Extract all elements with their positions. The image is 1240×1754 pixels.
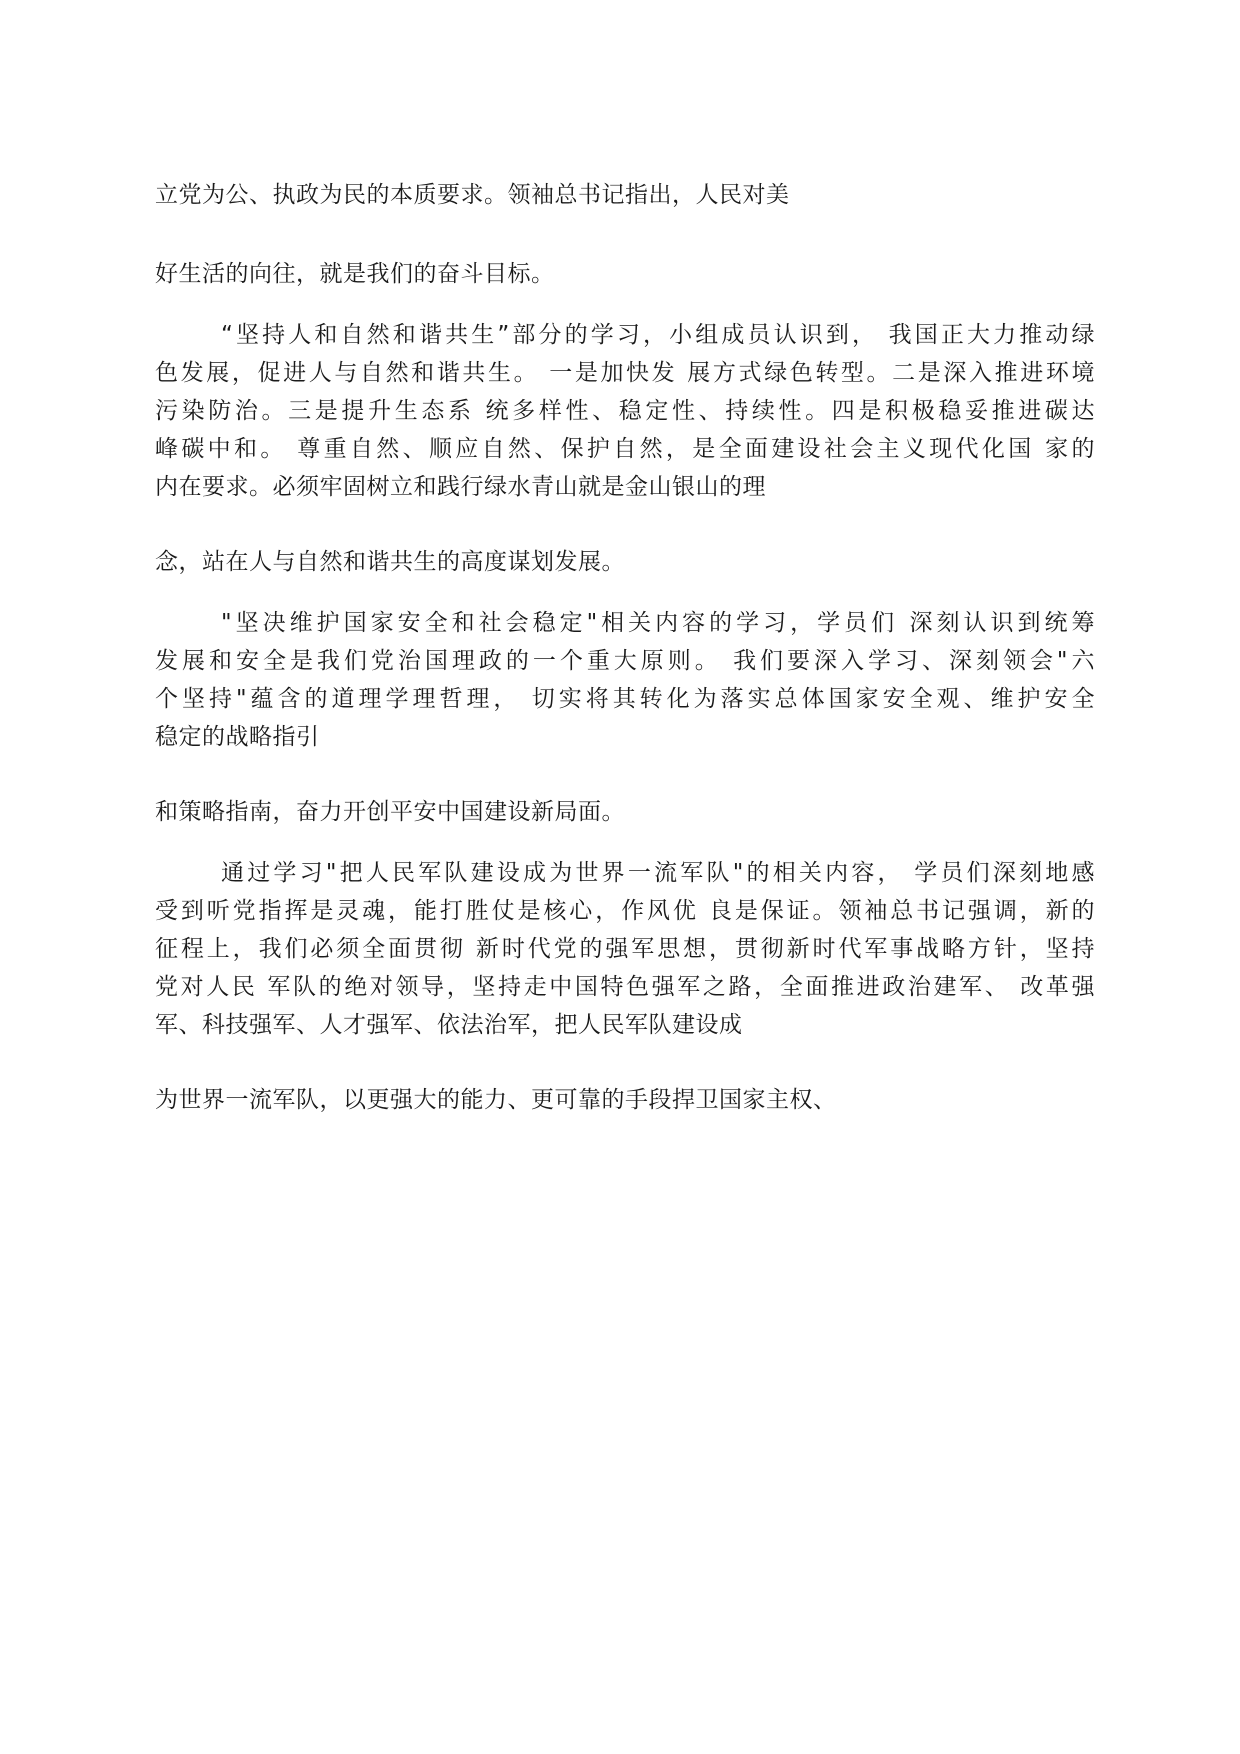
text-line: 内在要求。必须牢固树立和践行绿水青山就是金山银山的理 (155, 474, 766, 500)
paragraph-start-line: "坚决维护国家安全和社会稳定"相关内容的学习，学员们 深刻认识到统筹 (221, 610, 1095, 636)
text-line: 党对人民 军队的绝对领导，坚持走中国特色强军之路，全面推进政治建军、 改革强 (155, 974, 1095, 1000)
text-line: 个坚持"蕴含的道理学理哲理， 切实将其转化为落实总体国家安全观、维护安全 (155, 686, 1095, 712)
text-line: 峰碳中和。 尊重自然、顺应自然、保护自然，是全面建设社会主义现代化国 家的 (155, 436, 1095, 462)
text-line: 为世界一流军队，以更强大的能力、更可靠的手段捍卫国家主权、 (155, 1087, 837, 1113)
text-line: 色发展，促进人与自然和谐共生。 一是加快发 展方式绿色转型。二是深入推进环境 (155, 360, 1095, 386)
text-line: 污染防治。三是提升生态系 统多样性、稳定性、持续性。四是积极稳妥推进碳达 (155, 398, 1095, 424)
text-line: 军、科技强军、人才强军、依法治军，把人民军队建设成 (155, 1012, 743, 1038)
text-line: 和策略指南，奋力开创平安中国建设新局面。 (155, 799, 625, 825)
text-line: 征程上，我们必须全面贯彻 新时代党的强军思想，贯彻新时代军事战略方针，坚持 (155, 936, 1095, 962)
paragraph-start-line: 通过学习"把人民军队建设成为世界一流军队"的相关内容， 学员们深刻地感 (221, 860, 1095, 886)
text-line: 立党为公、执政为民的本质要求。领袖总书记指出，人民对美 (155, 182, 790, 208)
text-line: 受到听党指挥是灵魂，能打胜仗是核心，作风优 良是保证。领袖总书记强调，新的 (155, 898, 1095, 924)
paragraph-start-line: “坚持人和自然和谐共生”部分的学习，小组成员认识到， 我国正大力推动绿 (221, 322, 1095, 348)
text-line: 好生活的向往，就是我们的奋斗目标。 (155, 261, 555, 287)
text-line: 念，站在人与自然和谐共生的高度谋划发展。 (155, 549, 625, 575)
text-line: 发展和安全是我们党治国理政的一个重大原则。 我们要深入学习、深刻领会"六 (155, 648, 1095, 674)
text-line: 稳定的战略指引 (155, 724, 320, 750)
